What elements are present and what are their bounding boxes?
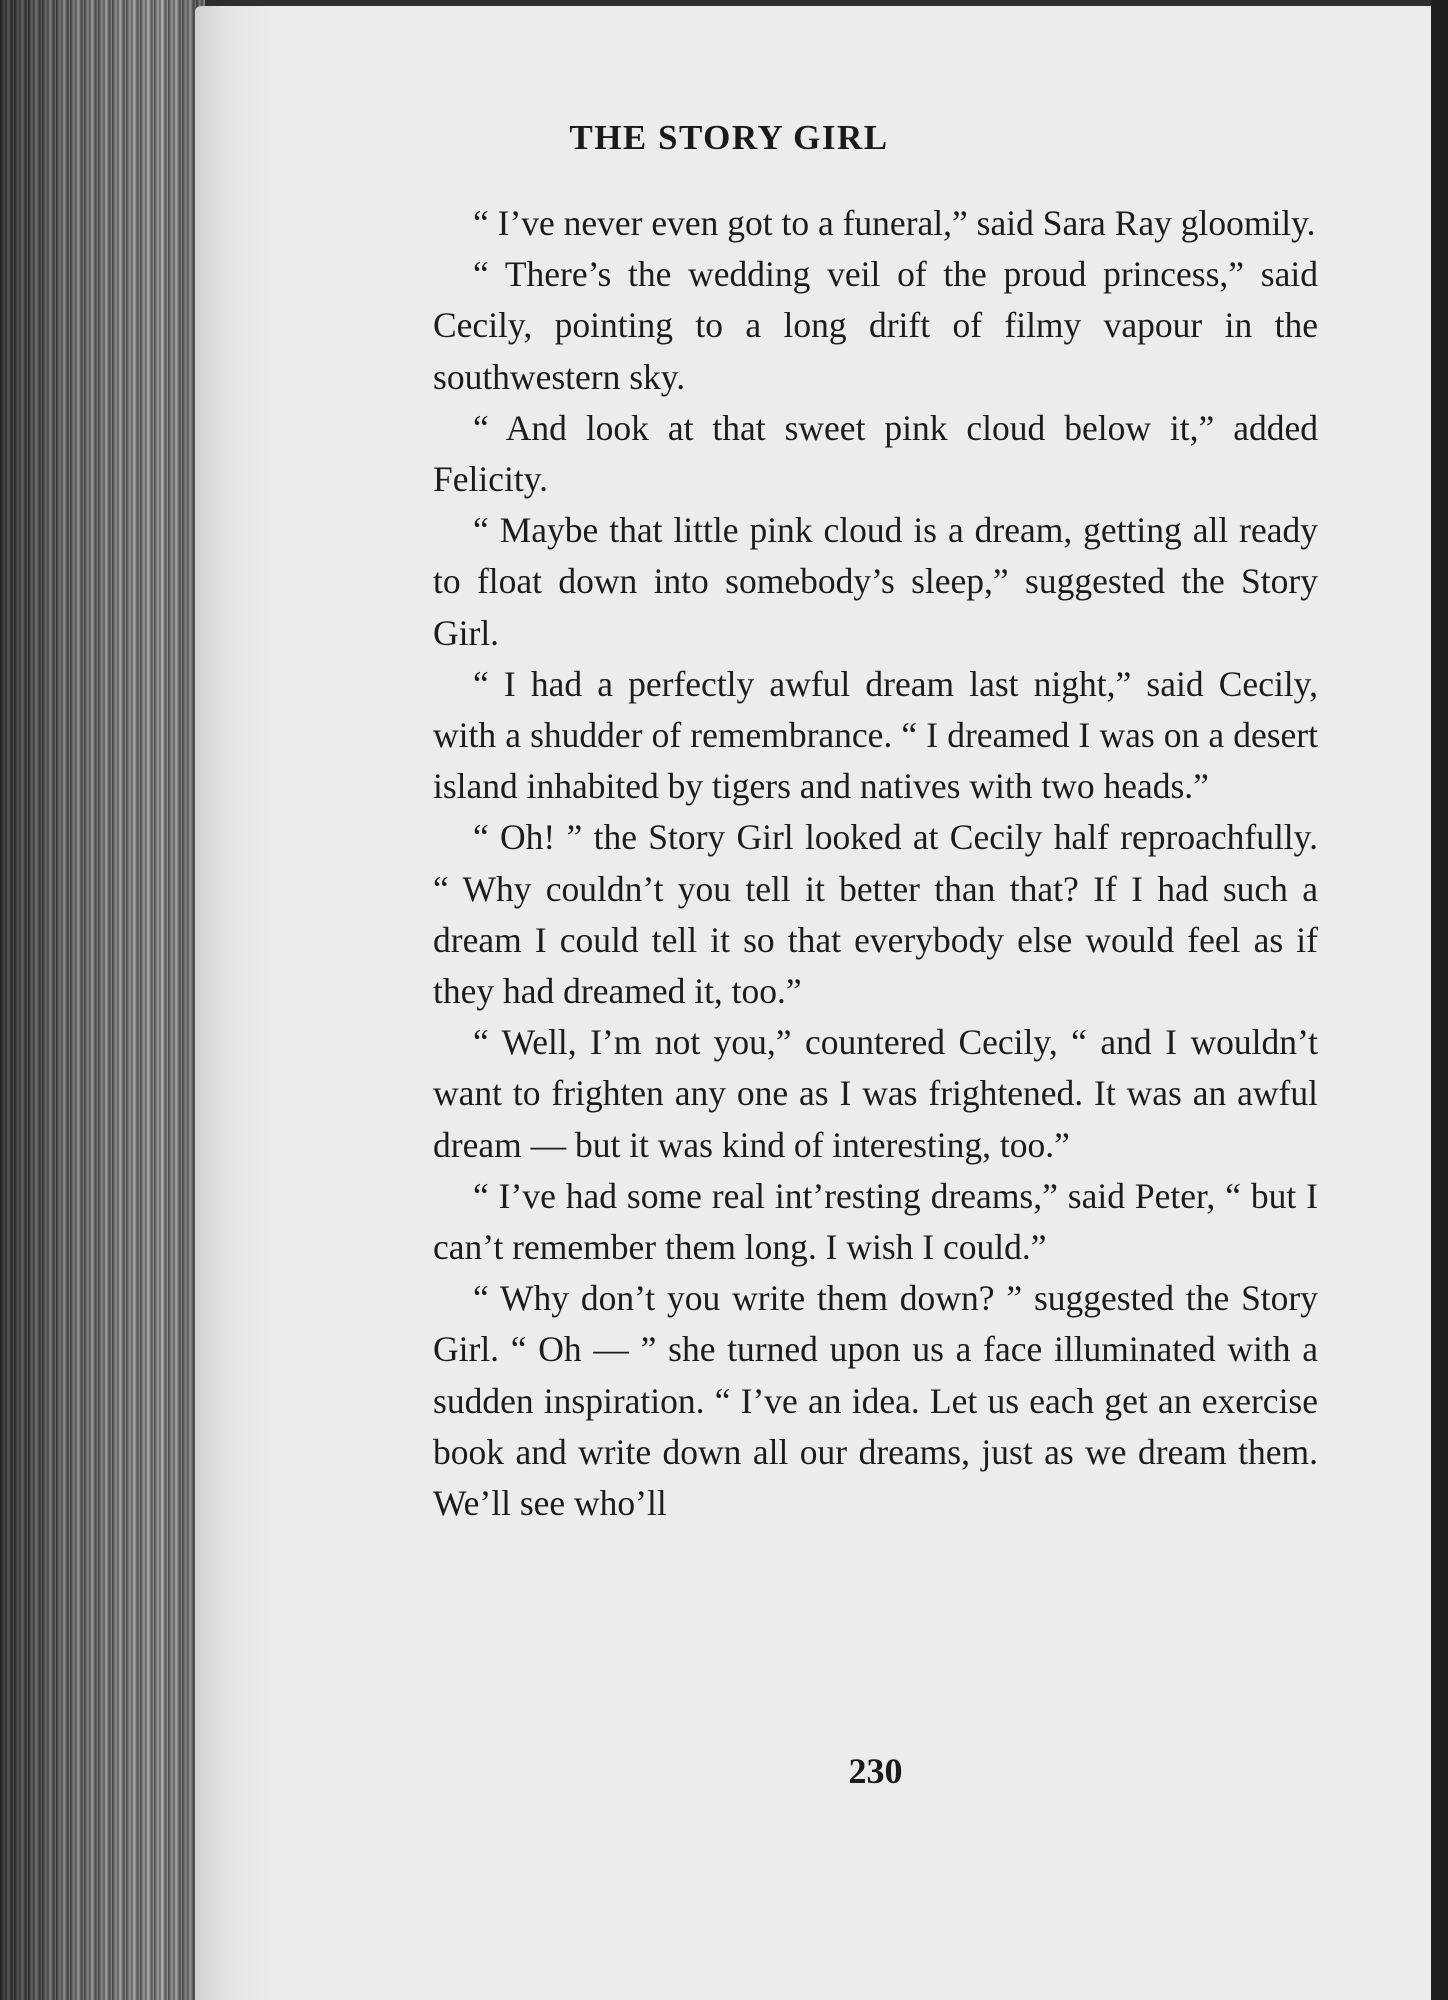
page-number: 230: [848, 1751, 903, 1791]
running-head: [0, 118, 1448, 158]
paragraph: “ Maybe that little pink cloud is a dream, getting all ready to float down into somebody’s sleep,” suggested the Story Girl.: [433, 510, 1318, 653]
book-page-edges: [0, 0, 205, 2000]
running-title: THE STORY GIRL: [569, 118, 889, 157]
paragraph: “ I’ve had some real int’resting dreams,” said Peter, “ but I can’t remember them long. I wish I could.”: [433, 1175, 1318, 1268]
body-text: [433, 198, 1318, 1529]
book-cover-edge: [1431, 0, 1448, 2000]
paragraph: “ There’s the wedding veil of the proud princess,” said Cecily, pointing to a long drift of filmy vapour in the southwestern sky.: [433, 254, 1318, 397]
paragraph: “ Why don’t you write them down? ” suggested the Story Girl. “ Oh — ” she turned upon us a face illuminated with a sudden inspiration. “ I’ve an idea. Let us each get an exercise book and write down all our dreams, just as we dream them. We’ll see who’ll: [433, 1278, 1318, 1524]
paragraph: “ I’ve never even got to a funeral,” said Sara Ray gloomily.: [473, 203, 1316, 243]
paragraph: “ Well, I’m not you,” countered Cecily, “ and I wouldn’t want to frighten any one as I was frightened. It was an awful dream — but it was kind of interesting, too.”: [433, 1022, 1318, 1165]
paragraph: “ Oh! ” the Story Girl looked at Cecily half reproachfully. “ Why couldn’t you tell it better than that? If I had such a dream I could tell it so that everybody else would feel as if they had dreamed it, too.”: [433, 817, 1318, 1012]
paragraph: “ And look at that sweet pink cloud below it,” added Felicity.: [433, 407, 1318, 500]
paragraph: “ I had a perfectly awful dream last night,” said Cecily, with a shudder of remembrance. “ I dreamed I was on a desert island inhabited by tigers and natives with two heads.”: [433, 663, 1318, 807]
